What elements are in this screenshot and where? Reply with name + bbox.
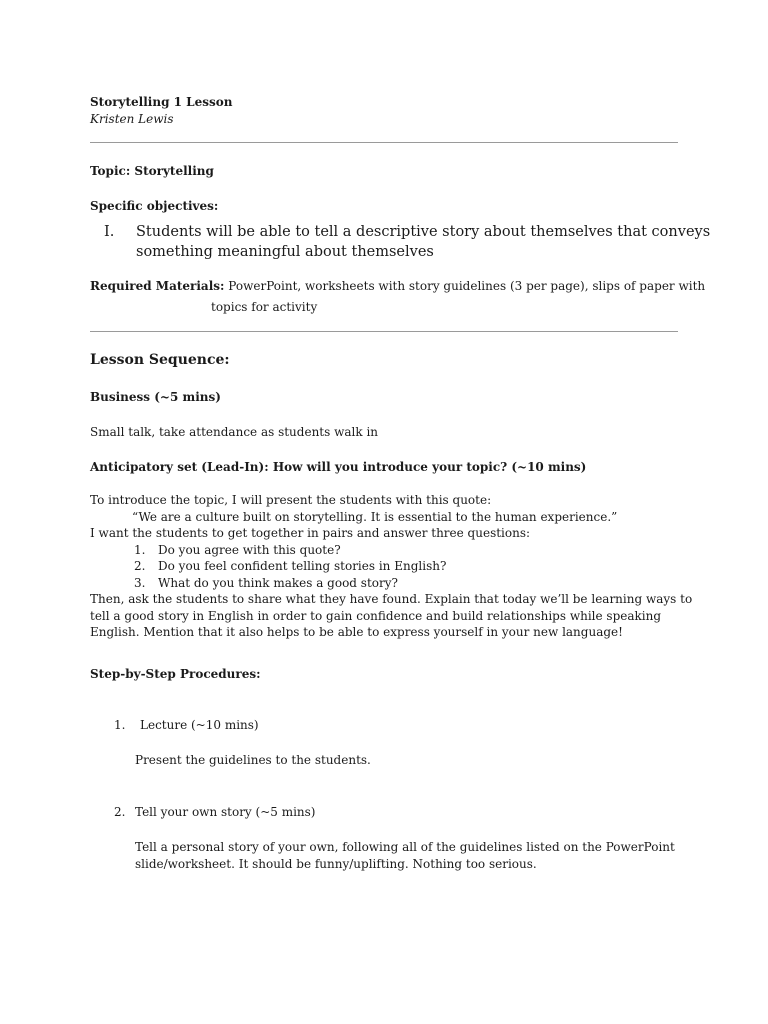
anticipatory-heading: Anticipatory set (Lead-In): How will you introduce your topic? (~10 mins) [90, 460, 587, 474]
materials-divider [90, 331, 678, 332]
business-heading: Business (~5 mins) [90, 390, 221, 404]
step-title: Lecture (~10 mins) [140, 718, 259, 732]
lesson-sequence-heading: Lesson Sequence: [90, 352, 230, 368]
step-body: slide/worksheet. It should be funny/uplifting. Nothing too serious. [135, 857, 537, 871]
question-text: Do you agree with this quote? [158, 542, 341, 557]
step-title: Tell your own story (~5 mins) [135, 805, 316, 819]
closing-line-2: tell a good story in English in order to gain confidence and build relationships while speaking [90, 608, 662, 623]
objective-line-2: something meaningful about themselves [136, 244, 434, 260]
closing-line-1: Then, ask the students to share what they have found. Explain that today we’ll be learning ways to [90, 592, 693, 606]
objective-line-1: Students will be able to tell a descriptive story about themselves that conveys [136, 224, 711, 240]
anticipatory-intro: To introduce the topic, I will present the students with this quote: [90, 493, 492, 507]
materials-row [90, 278, 705, 295]
step-number: 2. [114, 805, 126, 819]
closing-line-3: English. Mention that it also helps to be able to express yourself in your new language! [90, 625, 623, 639]
step-body: Present the guidelines to the students. [135, 753, 371, 767]
materials-line-1: PowerPoint, worksheets with story guidelines (3 per page), slips of paper with [228, 279, 706, 293]
document-title: Storytelling 1 Lesson [90, 95, 233, 109]
objective-marker: I. [104, 224, 115, 240]
materials-label: Required Materials: [90, 279, 225, 293]
question-text: What do you think makes a good story? [158, 575, 398, 590]
step-number: 1. [114, 718, 126, 732]
materials-line-2: topics for activity [211, 300, 318, 314]
question-number: 3. [134, 575, 146, 590]
question-number: 2. [134, 559, 146, 573]
topic-label: Topic: Storytelling [90, 164, 214, 178]
question-number: 1. [134, 542, 146, 557]
header-divider [90, 142, 678, 143]
anticipatory-pairs: I want the students to get together in pairs and answer three questions: [90, 526, 531, 540]
business-text: Small talk, take attendance as students walk in [90, 425, 379, 439]
objectives-heading: Specific objectives: [90, 199, 219, 213]
question-text: Do you feel confident telling stories in English? [158, 559, 447, 573]
step-body: Tell a personal story of your own, following all of the guidelines listed on the PowerPoint [135, 840, 675, 854]
author-name: Kristen Lewis [90, 112, 174, 126]
anticipatory-quote: “We are a culture built on storytelling. It is essential to the human experience.” [132, 509, 618, 524]
procedures-heading: Step-by-Step Procedures: [90, 667, 261, 681]
